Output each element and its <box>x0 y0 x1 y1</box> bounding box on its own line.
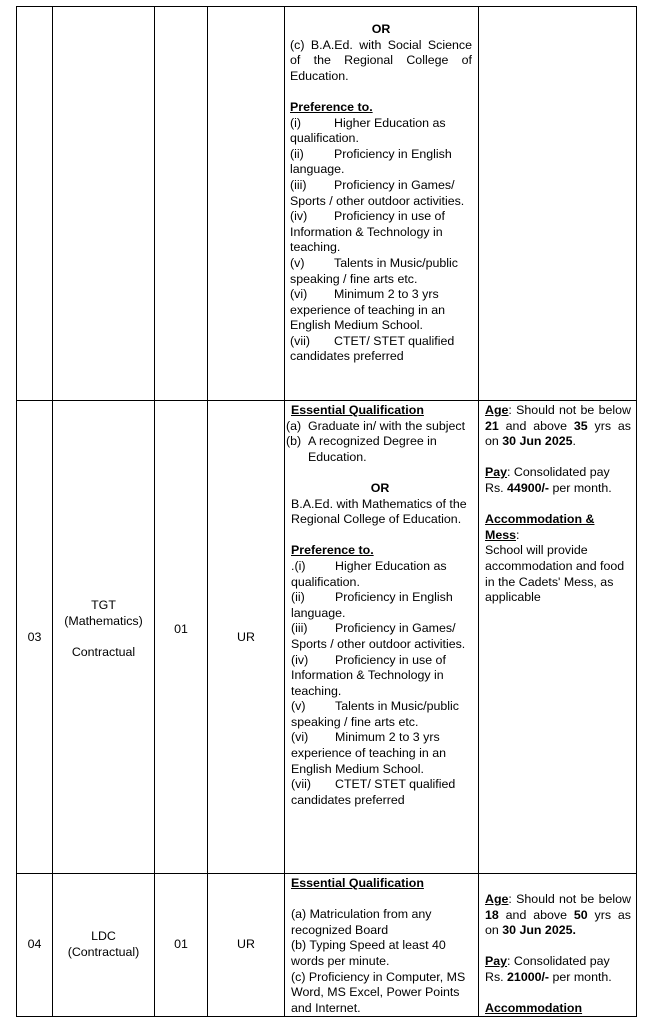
post-type: Contractual <box>71 644 136 659</box>
col-border <box>52 6 53 1017</box>
pay-label: Pay <box>485 465 508 480</box>
preference-heading: Preference to. <box>290 99 373 114</box>
list-item-text: A recognized Degree in Education. <box>308 434 437 464</box>
qualification-cell-03 <box>286 403 474 808</box>
list-item-number: (i) <box>290 115 302 130</box>
age-max: 50 <box>573 907 588 922</box>
list-item-number: (vi) <box>291 730 309 745</box>
alt-qualification: B.A.Ed. with Mathematics of the Regional College of Education. <box>291 496 467 527</box>
list-item-number: (v) <box>291 699 306 714</box>
qualification-cell-04 <box>291 876 474 1016</box>
list-item-text: Minimum 2 to 3 yrs experience of teaching in an English Medium School. <box>291 730 446 776</box>
list-item-number: (ii) <box>290 146 304 161</box>
list-item <box>290 178 472 209</box>
col-border <box>154 6 155 1017</box>
list-item <box>290 287 472 334</box>
remarks-cell-04 <box>485 892 631 1017</box>
serial-number: 03 <box>27 630 42 644</box>
age-label: Age <box>485 892 509 906</box>
pay-text: per month. <box>549 969 612 984</box>
list-item <box>290 334 472 365</box>
list-item <box>291 699 474 730</box>
col-border <box>284 6 285 1017</box>
essential-list <box>286 419 474 466</box>
list-item: (a) Matriculation from any recognized Board <box>291 907 432 937</box>
or-label: OR <box>371 22 391 36</box>
list-item <box>290 116 472 147</box>
post-subject: (Mathematics) <box>64 613 143 628</box>
list-item-text: Minimum 2 to 3 yrs experience of teaching in an English Medium School. <box>290 287 445 333</box>
list-item: (b) Typing Speed at least 40 words per minute. <box>291 938 446 968</box>
col-border <box>478 6 479 1017</box>
pay-remark <box>485 954 631 985</box>
list-item-number: (b) <box>286 434 302 449</box>
accommodation-label: Accommodation & Mess <box>485 512 595 542</box>
list-item-text: Proficiency in English language. <box>291 590 453 620</box>
accommodation-label: Accommodation <box>485 1001 583 1016</box>
post-type: (Contractual) <box>67 944 140 959</box>
list-item-text: Graduate in/ with the subject <box>308 418 466 433</box>
list-item-number: (v) <box>290 255 305 270</box>
list-item <box>291 559 474 590</box>
age-remark <box>485 403 631 450</box>
pay-amount: 44900/- <box>507 480 550 495</box>
list-item-number: (ii) <box>291 590 305 605</box>
age-text: yrs as on <box>485 907 631 938</box>
age-date: 30 Jun 2025 <box>502 434 573 449</box>
list-item-text: Higher Education as qualification. <box>290 115 446 146</box>
list-item-text: Talents in Music/public speaking / fine arts etc. <box>290 255 458 286</box>
list-item-number: (vii) <box>290 333 310 348</box>
pay-text: : Consolidated pay Rs. <box>485 465 610 495</box>
row-border <box>16 6 637 7</box>
serial-number: 04 <box>27 937 42 951</box>
list-item-number: (a) <box>286 418 302 433</box>
age-text: and above <box>498 907 574 922</box>
list-item: (c) Proficiency in Computer, MS Word, MS Excel, Power Points and Internet. <box>291 969 466 1015</box>
post-title: LDC <box>91 929 116 943</box>
vacancy-count: 01 <box>174 937 188 951</box>
list-item-text: Proficiency in Games/ Sports / other outdoor activities. <box>291 621 466 651</box>
post-name <box>53 598 154 660</box>
col-border <box>636 6 637 1017</box>
list-item-text: Proficiency in English language. <box>290 146 452 177</box>
list-item <box>291 621 474 652</box>
age-text: . <box>572 434 576 449</box>
row-border <box>16 873 637 874</box>
list-item-text: Proficiency in Games/ Sports / other outdoor activities. <box>290 177 465 208</box>
row-border <box>16 400 637 401</box>
preference-list <box>290 116 472 366</box>
list-item <box>286 419 474 435</box>
age-date: 30 Jun 2025. <box>502 923 576 938</box>
category: UR <box>237 630 255 644</box>
essential-heading: Essential Qualification <box>291 876 424 890</box>
list-item <box>286 434 474 465</box>
post-name <box>53 929 154 960</box>
essential-list <box>291 907 474 1016</box>
option-c: (c) B.A.Ed. with Social Science of the Regional College of Education. <box>290 37 472 83</box>
age-text: : Should not be below <box>508 892 631 906</box>
list-item <box>291 590 474 621</box>
qualification-cell-prev <box>290 22 472 365</box>
post-title: TGT <box>91 598 116 612</box>
accommodation-colon: : <box>516 527 520 542</box>
accommodation-remark <box>485 512 631 606</box>
accommodation-text: School will provide accommodation and food in the Cadets' Mess, as applicable <box>485 543 625 605</box>
preference-heading: Preference to. <box>291 543 374 558</box>
pay-remark <box>485 465 631 496</box>
pay-amount: 21000/- <box>507 969 550 984</box>
age-min: 18 <box>485 907 499 922</box>
age-max: 35 <box>573 418 588 433</box>
list-item <box>291 777 474 808</box>
category: UR <box>237 937 255 951</box>
age-text: and above <box>498 418 574 433</box>
col-border <box>207 6 208 1017</box>
list-item-text: CTET/ STET qualified candidates preferred <box>291 777 456 807</box>
preference-list <box>286 559 474 809</box>
list-item-text: Talents in Music/public speaking / fine arts etc. <box>291 699 459 729</box>
list-item-number: (iii) <box>291 621 308 636</box>
col-border <box>16 6 17 1017</box>
vacancy-count: 01 <box>174 622 188 636</box>
age-remark <box>485 892 631 939</box>
list-item-text: Higher Education as qualification. <box>291 558 447 589</box>
list-item <box>290 256 472 287</box>
pay-label: Pay <box>485 954 508 969</box>
or-label: OR <box>370 480 390 495</box>
list-item-number: (iv) <box>291 652 309 667</box>
list-item-number: (vii) <box>291 777 311 792</box>
list-item-number: .(i) <box>291 558 306 573</box>
list-item-number: (vi) <box>290 287 308 302</box>
age-text: : Should not be below <box>508 403 631 417</box>
list-item-text: Proficiency in use of Information & Technology in teaching. <box>290 209 445 255</box>
age-label: Age <box>485 403 509 417</box>
list-item-number: (iii) <box>290 177 307 192</box>
pay-text: per month. <box>549 480 612 495</box>
age-min: 21 <box>485 418 499 433</box>
list-item <box>291 653 474 700</box>
remarks-cell-03 <box>485 403 631 606</box>
list-item <box>290 147 472 178</box>
list-item-text: Proficiency in use of Information & Technology in teaching. <box>291 652 446 698</box>
pay-text: : Consolidated pay Rs. <box>485 954 610 984</box>
list-item <box>291 730 474 777</box>
list-item-number: (iv) <box>290 209 308 224</box>
list-item-text: CTET/ STET qualified candidates preferred <box>290 333 455 364</box>
list-item <box>290 209 472 256</box>
essential-heading: Essential Qualification <box>291 403 424 417</box>
age-text: yrs as on <box>485 418 631 449</box>
